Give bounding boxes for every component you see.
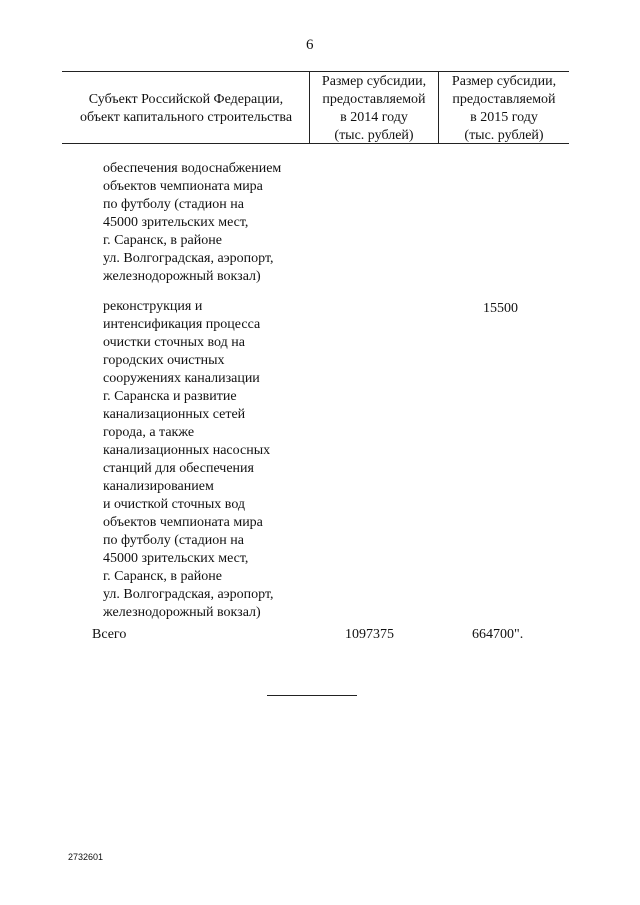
header-subsidy-2015 bbox=[440, 73, 568, 145]
row-text-line: канализационных сетей bbox=[103, 407, 246, 422]
row-text-line: г. Саранск, в районе bbox=[103, 569, 222, 584]
header-2015-line: (тыс. рублей) bbox=[464, 128, 544, 143]
document-code: 2732601 bbox=[68, 852, 104, 862]
total-amount-2014: 1097375 bbox=[345, 627, 394, 642]
header-subject bbox=[64, 91, 308, 127]
column-divider-2 bbox=[438, 71, 439, 143]
header-2015-line: в 2015 году bbox=[470, 110, 538, 125]
end-rule bbox=[267, 695, 357, 696]
header-2014-line: предоставляемой bbox=[322, 92, 426, 107]
row-text-line: и очисткой сточных вод bbox=[103, 497, 246, 512]
table-row-water-supply bbox=[103, 160, 313, 286]
row-text-line: по футболу (стадион на bbox=[103, 197, 244, 212]
row-text-line: городских очистных bbox=[103, 353, 225, 368]
row-text-line: очистки сточных вод на bbox=[103, 335, 245, 350]
header-2014-line: в 2014 году bbox=[340, 110, 408, 125]
row-text-line: 45000 зрительских мест, bbox=[103, 215, 249, 230]
total-label: Всего bbox=[92, 627, 127, 642]
table-row-sewage-reconstruction bbox=[103, 298, 313, 622]
row-text-line: обеспечения водоснабжением bbox=[103, 161, 282, 176]
header-subject-line: объект капитального строительства bbox=[79, 110, 293, 125]
row-text-line: сооружениях канализации bbox=[103, 371, 260, 386]
row-text-line: интенсификация процесса bbox=[103, 317, 261, 332]
row-2-amount-2015: 15500 bbox=[483, 301, 518, 316]
row-text-line: г. Саранска и развитие bbox=[103, 389, 237, 404]
row-text-line: объектов чемпионата мира bbox=[103, 179, 263, 194]
header-2014-line: (тыс. рублей) bbox=[334, 128, 414, 143]
table-top-border bbox=[62, 71, 569, 72]
header-2014-line: Размер субсидии, bbox=[321, 74, 427, 89]
row-text-line: ул. Волгоградская, аэропорт, bbox=[103, 587, 274, 602]
row-text-line: по футболу (стадион на bbox=[103, 533, 244, 548]
page-number: 6 bbox=[306, 37, 314, 53]
row-text-line: железнодорожный вокзал) bbox=[103, 269, 261, 284]
header-subject-line: Субъект Российской Федерации, bbox=[88, 92, 284, 107]
total-amount-2015: 664700". bbox=[472, 627, 524, 642]
header-2015-line: предоставляемой bbox=[452, 92, 556, 107]
row-text-line: реконструкция и bbox=[103, 299, 203, 314]
header-2015-line: Размер субсидии, bbox=[451, 74, 557, 89]
row-text-line: объектов чемпионата мира bbox=[103, 515, 263, 530]
row-text-line: 45000 зрительских мест, bbox=[103, 551, 249, 566]
row-text-line: железнодорожный вокзал) bbox=[103, 605, 261, 620]
header-subsidy-2014 bbox=[311, 73, 437, 145]
row-text-line: г. Саранск, в районе bbox=[103, 233, 222, 248]
row-text-line: города, а также bbox=[103, 425, 195, 440]
row-text-line: станций для обеспечения bbox=[103, 461, 254, 476]
column-divider-1 bbox=[309, 71, 310, 143]
row-text-line: ул. Волгоградская, аэропорт, bbox=[103, 251, 274, 266]
row-text-line: канализационных насосных bbox=[103, 443, 271, 458]
row-text-line: канализированием bbox=[103, 479, 214, 494]
